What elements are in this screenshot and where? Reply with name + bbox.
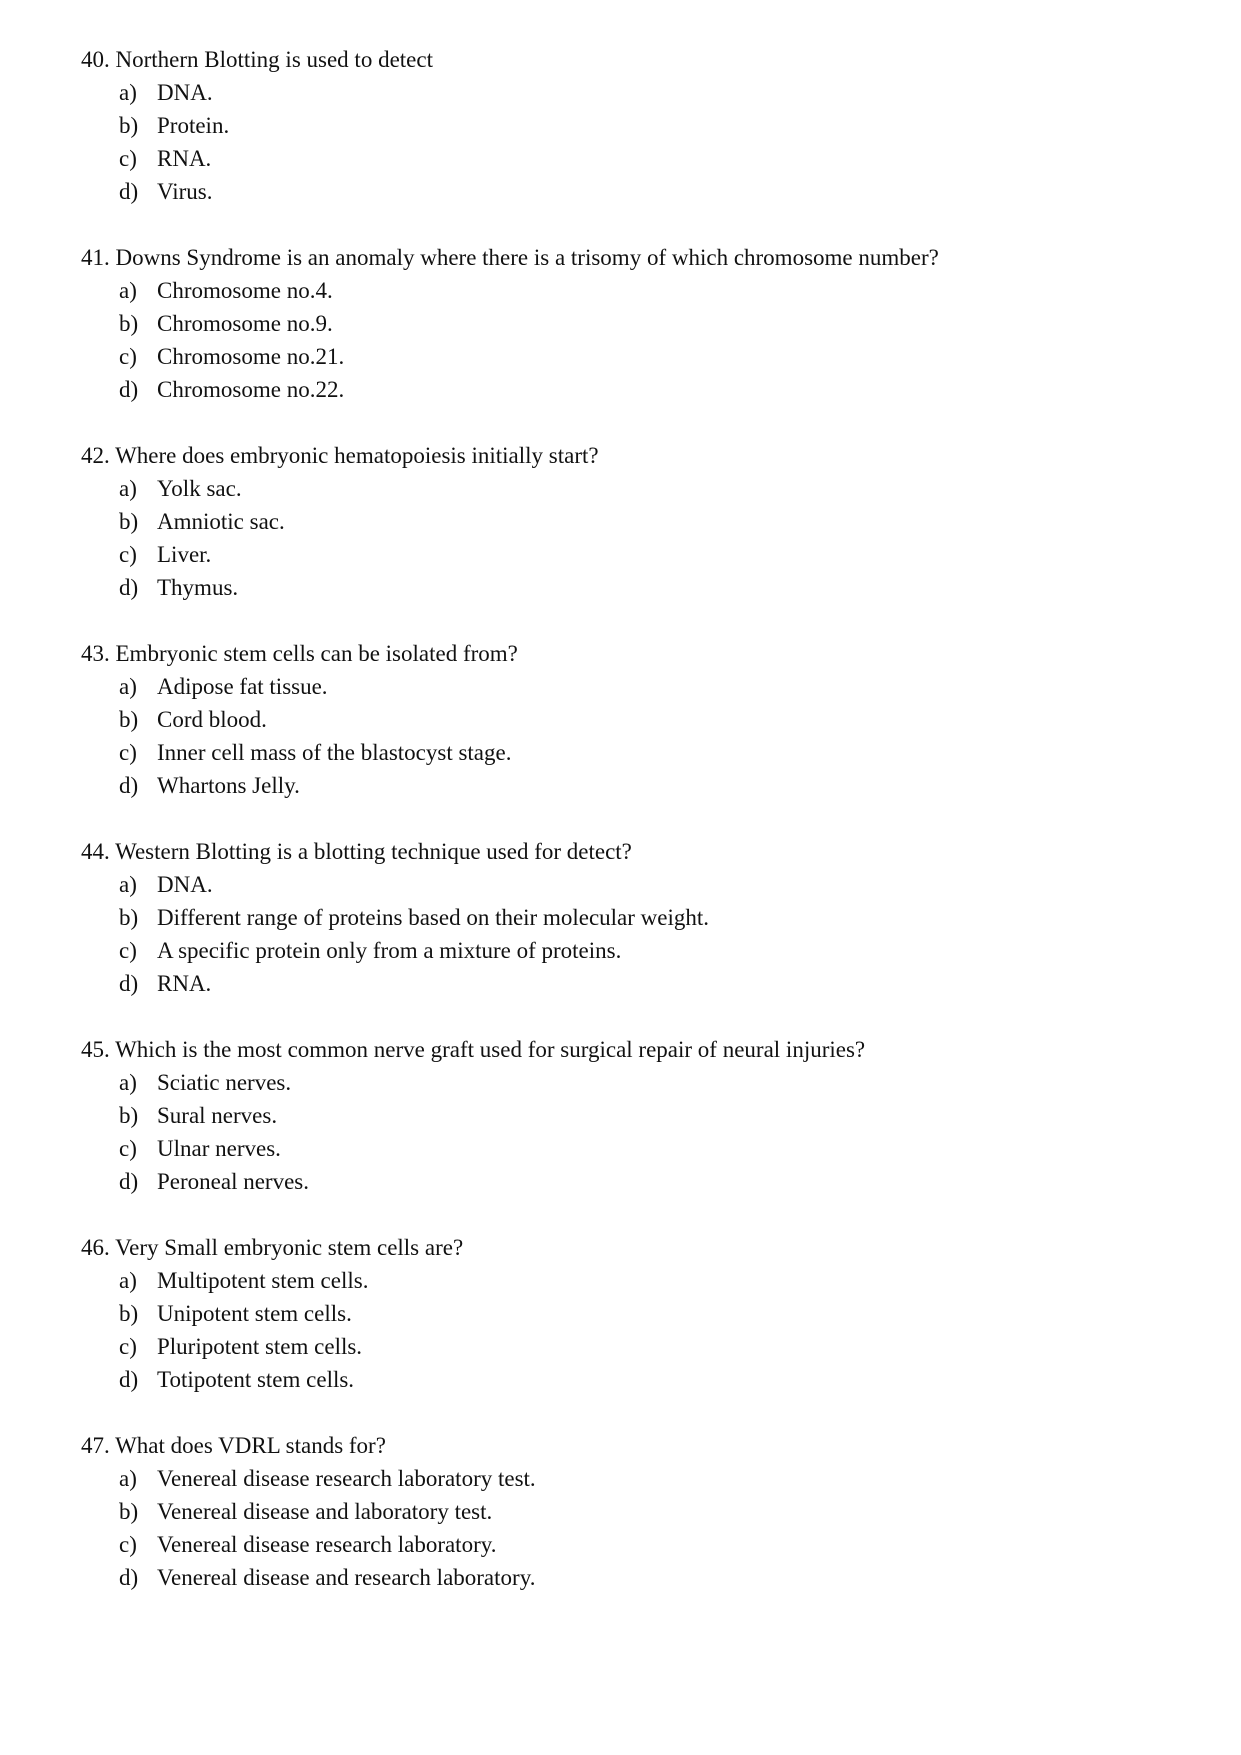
- option-text: Unipotent stem cells.: [157, 1301, 352, 1326]
- option-d: [81, 769, 1201, 802]
- option-c: [81, 142, 1201, 175]
- option-letter: a): [119, 80, 137, 105]
- option-letter: b): [119, 1499, 139, 1524]
- option-d: [81, 1165, 1201, 1198]
- option-letter: d): [119, 179, 139, 204]
- option-text: RNA.: [157, 146, 212, 171]
- option-b: [81, 109, 1201, 142]
- option-a: [81, 868, 1201, 901]
- option-a: [81, 274, 1201, 307]
- option-letter: d): [119, 575, 139, 600]
- question-46: [81, 1231, 1201, 1396]
- question-stem: [81, 835, 1201, 868]
- option-text: Protein.: [157, 113, 230, 138]
- option-text: Totipotent stem cells.: [157, 1367, 355, 1392]
- option-d: [81, 175, 1201, 208]
- question-41: [81, 241, 1201, 406]
- option-letter: c): [119, 1334, 137, 1359]
- option-letter: b): [119, 707, 139, 732]
- option-letter: d): [119, 1367, 139, 1392]
- option-text: Whartons Jelly.: [157, 773, 300, 798]
- option-text: Liver.: [157, 542, 212, 567]
- option-letter: c): [119, 1532, 137, 1557]
- option-letter: b): [119, 113, 139, 138]
- option-text: Amniotic sac.: [157, 509, 285, 534]
- option-b: [81, 307, 1201, 340]
- question-text: Which is the most common nerve graft used for surgical repair of neural injuries?: [115, 1037, 866, 1062]
- option-letter: a): [119, 1268, 137, 1293]
- option-text: Sciatic nerves.: [157, 1070, 292, 1095]
- option-text: Sural nerves.: [157, 1103, 278, 1128]
- question-44: [81, 835, 1201, 1000]
- question-stem: [81, 1429, 1201, 1462]
- question-stem: [81, 1231, 1201, 1264]
- question-number: 40.: [81, 47, 110, 72]
- option-a: [81, 670, 1201, 703]
- question-43: [81, 637, 1201, 802]
- option-text: Different range of proteins based on their molecular weight.: [157, 905, 710, 930]
- question-42: [81, 439, 1201, 604]
- option-d: [81, 1561, 1201, 1594]
- option-a: [81, 472, 1201, 505]
- question-text: What does VDRL stands for?: [115, 1433, 386, 1458]
- option-letter: a): [119, 1070, 137, 1095]
- option-letter: a): [119, 278, 137, 303]
- option-text: Peroneal nerves.: [157, 1169, 309, 1194]
- option-d: [81, 373, 1201, 406]
- option-text: Inner cell mass of the blastocyst stage.: [157, 740, 512, 765]
- option-letter: c): [119, 1136, 137, 1161]
- option-text: DNA.: [157, 872, 213, 897]
- option-text: Chromosome no.21.: [157, 344, 345, 369]
- option-d: [81, 571, 1201, 604]
- option-text: Thymus.: [157, 575, 239, 600]
- option-letter: d): [119, 1565, 139, 1590]
- option-letter: a): [119, 872, 137, 897]
- option-letter: b): [119, 1301, 139, 1326]
- question-stem: [81, 1033, 1201, 1066]
- option-letter: a): [119, 476, 137, 501]
- question-text: Very Small embryonic stem cells are?: [115, 1235, 464, 1260]
- option-text: Ulnar nerves.: [157, 1136, 281, 1161]
- option-a: [81, 1264, 1201, 1297]
- option-b: [81, 703, 1201, 736]
- question-stem: [81, 241, 1201, 274]
- option-text: Multipotent stem cells.: [157, 1268, 369, 1293]
- question-number: 42.: [81, 443, 110, 468]
- option-a: [81, 1462, 1201, 1495]
- question-number: 45.: [81, 1037, 110, 1062]
- option-a: [81, 76, 1201, 109]
- question-47: [81, 1429, 1201, 1594]
- option-letter: d): [119, 1169, 139, 1194]
- option-text: Pluripotent stem cells.: [157, 1334, 363, 1359]
- option-letter: c): [119, 542, 137, 567]
- question-40: [81, 43, 1201, 208]
- option-text: Venereal disease research laboratory.: [157, 1532, 497, 1557]
- option-text: Adipose fat tissue.: [157, 674, 328, 699]
- question-text: Northern Blotting is used to detect: [115, 47, 433, 72]
- question-45: [81, 1033, 1201, 1198]
- option-text: Chromosome no.4.: [157, 278, 333, 303]
- question-text: Western Blotting is a blotting technique used for detect?: [115, 839, 632, 864]
- option-text: Chromosome no.22.: [157, 377, 345, 402]
- option-text: Cord blood.: [157, 707, 267, 732]
- option-letter: d): [119, 377, 139, 402]
- option-text: A specific protein only from a mixture of proteins.: [157, 938, 622, 963]
- option-letter: b): [119, 1103, 139, 1128]
- option-letter: b): [119, 311, 139, 336]
- option-c: [81, 1132, 1201, 1165]
- option-letter: d): [119, 773, 139, 798]
- option-text: Venereal disease and laboratory test.: [157, 1499, 493, 1524]
- option-b: [81, 901, 1201, 934]
- question-number: 44.: [81, 839, 110, 864]
- question-number: 47.: [81, 1433, 110, 1458]
- option-letter: a): [119, 674, 137, 699]
- option-letter: c): [119, 344, 137, 369]
- option-c: [81, 736, 1201, 769]
- option-b: [81, 1297, 1201, 1330]
- question-stem: [81, 43, 1201, 76]
- option-c: [81, 1330, 1201, 1363]
- question-number: 41.: [81, 245, 110, 270]
- option-c: [81, 1528, 1201, 1561]
- option-text: Virus.: [157, 179, 213, 204]
- option-letter: a): [119, 1466, 137, 1491]
- option-text: Yolk sac.: [157, 476, 242, 501]
- option-letter: c): [119, 740, 137, 765]
- option-letter: b): [119, 905, 139, 930]
- question-stem: [81, 439, 1201, 472]
- option-text: Venereal disease research laboratory test.: [157, 1466, 536, 1491]
- option-letter: d): [119, 971, 139, 996]
- option-letter: b): [119, 509, 139, 534]
- option-c: [81, 934, 1201, 967]
- option-text: DNA.: [157, 80, 213, 105]
- option-letter: c): [119, 146, 137, 171]
- option-text: Chromosome no.9.: [157, 311, 333, 336]
- option-c: [81, 538, 1201, 571]
- option-d: [81, 1363, 1201, 1396]
- question-number: 46.: [81, 1235, 110, 1260]
- option-b: [81, 1099, 1201, 1132]
- question-stem: [81, 637, 1201, 670]
- option-b: [81, 505, 1201, 538]
- option-letter: c): [119, 938, 137, 963]
- option-c: [81, 340, 1201, 373]
- option-b: [81, 1495, 1201, 1528]
- option-text: Venereal disease and research laboratory.: [157, 1565, 536, 1590]
- question-text: Embryonic stem cells can be isolated from?: [115, 641, 518, 666]
- question-text: Where does embryonic hematopoiesis initially start?: [115, 443, 599, 468]
- option-d: [81, 967, 1201, 1000]
- option-text: RNA.: [157, 971, 212, 996]
- question-number: 43.: [81, 641, 110, 666]
- question-text: Downs Syndrome is an anomaly where there is a trisomy of which chromosome number?: [115, 245, 939, 270]
- option-a: [81, 1066, 1201, 1099]
